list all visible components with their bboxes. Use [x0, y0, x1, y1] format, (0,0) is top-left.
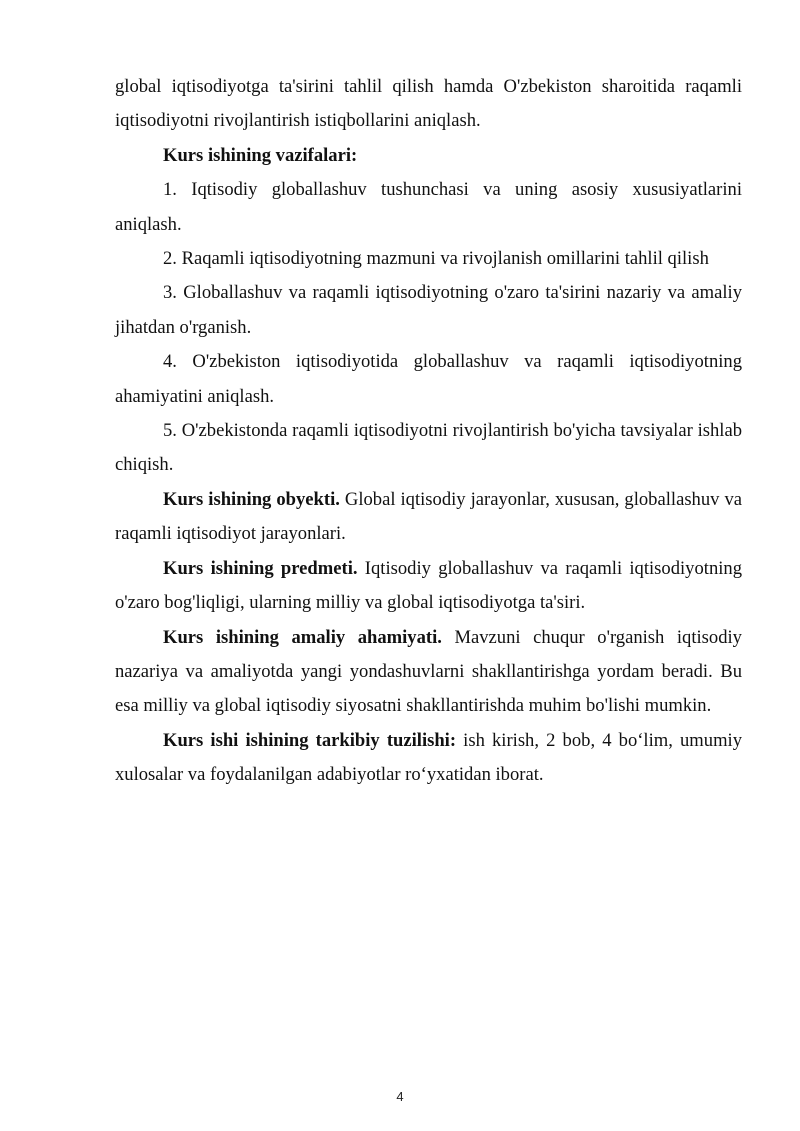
task-item-2 [115, 242, 742, 276]
tasks-heading [115, 139, 742, 173]
task-item-5 [115, 414, 742, 483]
structure-paragraph [115, 724, 742, 793]
practical-significance-paragraph [115, 621, 742, 724]
document-page [115, 70, 742, 793]
page-number: 4 [396, 1089, 404, 1104]
paragraph-text: Global iqtisodiy jarayonlar, xususan, globallashuv va raqamli iqtisodiyot jarayonlari. [115, 488, 742, 545]
task-item-4 [115, 345, 742, 414]
paragraph-text: 3. Globallashuv va raqamli iqtisodiyotning o'zaro ta'sirini nazariy va amaliy jihatdan o'rganish. [115, 282, 742, 338]
paragraph-lead: Kurs ishining vazifalari: [163, 144, 358, 166]
object-paragraph [115, 483, 742, 552]
paragraph-lead: Kurs ishining predmeti. [163, 557, 358, 579]
paragraph-text: 4. O'zbekiston iqtisodiyotida globallashuv va raqamli iqtisodiyotning ahamiyatini aniqlash. [115, 351, 742, 407]
paragraph-text: global iqtisodiyotga ta'sirini tahlil qilish hamda O'zbekiston sharoitida raqamli iqtisodiyotni rivojlantirish istiqbollarini aniqlash. [115, 76, 742, 132]
task-item-1 [115, 173, 742, 242]
subject-paragraph [115, 552, 742, 621]
paragraph-lead: Kurs ishi ishining tarkibiy tuzilishi: [163, 729, 457, 751]
paragraph-text: Iqtisodiy globallashuv va raqamli iqtisodiyotning o'zaro bog'liqligi, ularning milliy va global iqtisodiyotga ta'siri. [115, 557, 742, 614]
paragraph-text: 1. Iqtisodiy globallashuv tushunchasi va uning asosiy xususiyatlarini aniqlash. [115, 179, 742, 235]
paragraph-text: Mavzuni chuqur o'rganish iqtisodiy nazariya va amaliyotda yangi yondashuvlarni shakllantirishga yordam beradi. Bu esa milliy va global iqtisodiy siyosatni shakllantirishda muhim bo'lishi mumkin. [115, 626, 742, 717]
paragraph-text: 2. Raqamli iqtisodiyotning mazmuni va rivojlanish omillarini tahlil qilish [163, 248, 709, 270]
paragraph-lead: Kurs ishining obyekti. [163, 488, 340, 510]
paragraph-lead: Kurs ishining amaliy ahamiyati. [163, 626, 442, 648]
task-item-3 [115, 276, 742, 345]
paragraph-text: 5. O'zbekistonda raqamli iqtisodiyotni rivojlantirish bo'yicha tavsiyalar ishlab chiqish. [115, 420, 742, 476]
aim-continuation-paragraph [115, 70, 742, 139]
paragraph-text: ish kirish, 2 bob, 4 bo‘lim, umumiy xulosalar va foydalanilgan adabiyotlar ro‘yxatidan iborat. [115, 729, 742, 786]
